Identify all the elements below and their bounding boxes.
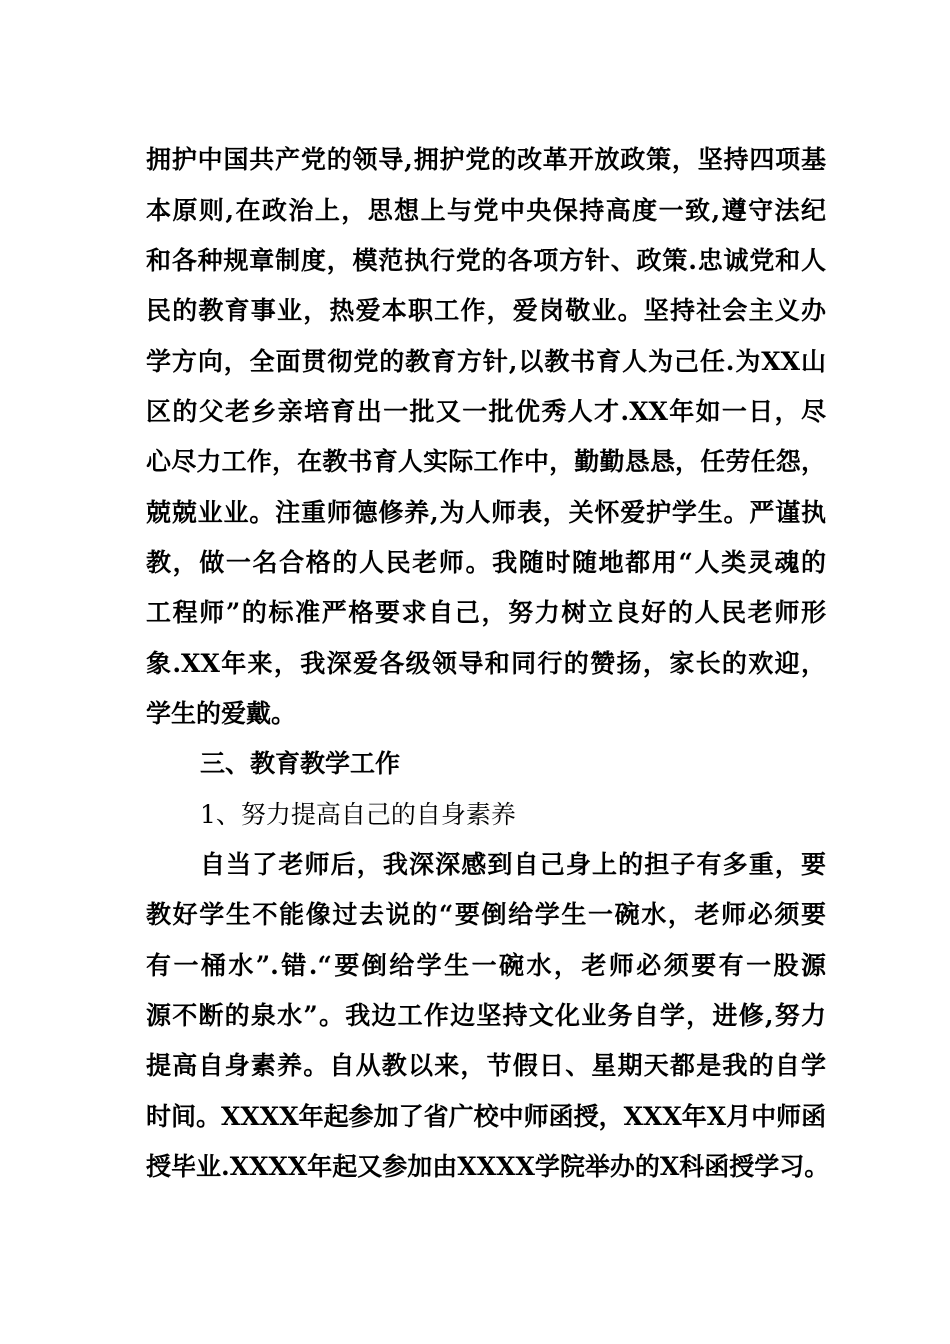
paragraph-1-line-9: 教，做一名合格的人民老师。我随时随地都用“人类灵魂的 xyxy=(146,548,826,577)
paragraph-2-line-3: 有一桶水”.错.“要倒给学生一碗水，老师必须要有一股源 xyxy=(146,951,826,980)
section-heading: 三、教育教学工作 xyxy=(200,749,401,778)
subsection-heading: 1、努力提高自己的自身素养 xyxy=(200,800,516,829)
paragraph-2-line-6: 时间。XXXX年起参加了省广校中师函授，XXX年X月中师函 xyxy=(146,1102,827,1131)
paragraph-2-line-7: 授毕业.XXXX年起又参加由XXXX学院举办的X科函授学习。 xyxy=(146,1152,830,1181)
paragraph-1-line-3: 和各种规章制度，模范执行党的各项方针、政策.忠诚党和人 xyxy=(146,246,826,275)
paragraph-1-line-8: 兢兢业业。注重师德修养,为人师表，关怀爱护学生。严谨执 xyxy=(146,498,826,527)
paragraph-2-line-1: 自当了老师后，我深深感到自己身上的担子有多重，要 xyxy=(200,850,826,879)
paragraph-1-line-6: 区的父老乡亲培育出一批又一批优秀人才.XX年如一日，尽 xyxy=(146,397,826,426)
paragraph-1-line-4: 民的教育事业，热爱本职工作，爱岗敬业。坚持社会主义办 xyxy=(146,296,826,325)
paragraph-1-line-1: 拥护中国共产党的领导,拥护党的改革开放政策，坚持四项基 xyxy=(146,145,826,174)
paragraph-1-line-5: 学方向，全面贯彻党的教育方针,以教书育人为己任.为XX山 xyxy=(146,347,826,376)
paragraph-2-line-2: 教好学生不能像过去说的“要倒给学生一碗水，老师必须要 xyxy=(146,900,826,929)
paragraph-2-line-5: 提高自身素养。自从教以来，节假日、星期天都是我的自学 xyxy=(146,1051,826,1080)
paragraph-2-line-4: 源不断的泉水”。我边工作边坚持文化业务自学，进修,努力 xyxy=(146,1001,826,1030)
paragraph-1-line-10: 工程师”的标准严格要求自己，努力树立良好的人民老师形 xyxy=(146,598,826,627)
paragraph-1-line-12: 学生的爱戴。 xyxy=(146,699,297,728)
paragraph-1-line-7: 心尽力工作，在教书育人实际工作中，勤勤恳恳，任劳任怨， xyxy=(146,447,826,476)
paragraph-1-line-11: 象.XX年来，我深爱各级领导和同行的赞扬，家长的欢迎， xyxy=(146,649,826,678)
paragraph-1-line-2: 本原则,在政治上，思想上与党中央保持高度一致,遵守法纪 xyxy=(146,196,826,225)
